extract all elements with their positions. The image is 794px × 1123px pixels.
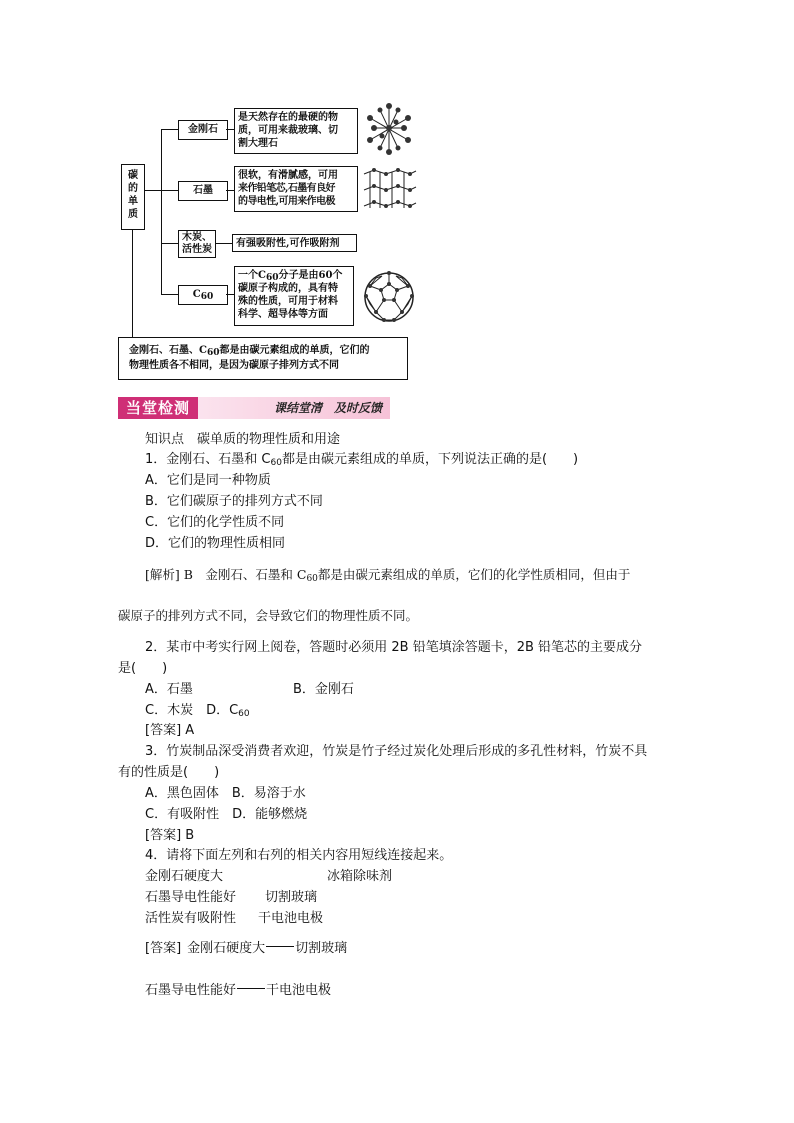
q2-stem-line-1: 2．某市中考实行网上阅卷，答题时必须用 2B 铅笔填涂答题卡，2B 铅笔芯的主要成分 — [145, 640, 643, 655]
section-banner-subtitle: 课结堂清 及时反馈 — [273, 401, 382, 415]
q1-option-c: C．它们的化学性质不同 — [145, 515, 285, 530]
q4-answer-line-2 — [145, 983, 331, 999]
q1-analysis-sub: 60 — [306, 574, 318, 584]
branch-label-sub: 60 — [200, 292, 214, 302]
c60-structure-image — [362, 270, 416, 324]
q4-answer-part: 切割玻璃 — [295, 941, 348, 956]
branch-spine — [161, 129, 162, 294]
connector — [226, 129, 234, 130]
branch-tick — [161, 190, 178, 191]
match-line — [266, 946, 294, 947]
q1-stem-part: 都是由碳元素组成的单质，下列说法正确的是( ) — [281, 452, 579, 467]
q2-option-a: A．石墨 — [145, 682, 193, 697]
summary-line-2: 物理性质各不相同，是因为碳原子排列方式不同 — [129, 360, 339, 371]
branch-label-charcoal — [178, 230, 216, 258]
desc-part: 一个C — [238, 270, 266, 281]
desc-line: 有强吸附性,可作吸附剂 — [236, 238, 340, 249]
desc-line: 的导电性,可用来作电极 — [238, 196, 335, 207]
branch-label-c60 — [178, 285, 228, 305]
branch-label-text: C — [192, 289, 201, 300]
q4-answer-line-1 — [145, 941, 347, 957]
q2-options-cd — [145, 703, 250, 719]
desc-line — [238, 269, 350, 282]
q3-stem-line-2: 有的性质是( ) — [118, 765, 220, 780]
q2-option-sub: 60 — [238, 709, 250, 719]
trunk-line-right — [145, 190, 161, 191]
match-line — [237, 988, 265, 989]
q2-option-part: C．木炭 D．C — [145, 703, 239, 718]
desc-line: 是天然存在的最硬的物 — [238, 112, 338, 123]
root-box — [121, 164, 145, 230]
branch-desc-charcoal — [232, 234, 357, 252]
root-label: 碳的单质 — [128, 170, 138, 220]
branch-label-text: 石墨 — [193, 185, 213, 196]
desc-sub: 60 — [265, 273, 279, 283]
summary-part: 金刚石、石墨、C — [129, 345, 207, 356]
summary-sub: 60 — [206, 348, 220, 358]
branch-label-diamond — [178, 120, 228, 140]
desc-line: 来作铅笔芯,石墨有良好 — [238, 183, 335, 194]
q2-stem-line-2: 是( ) — [118, 661, 168, 676]
branch-tick — [161, 243, 178, 244]
q1-analysis-line-1 — [145, 567, 630, 583]
q4-right-1: 冰箱除味剂 — [327, 869, 393, 884]
q2-answer: [答案] A — [145, 723, 195, 738]
q1-analysis-line-2: 碳原子的排列方式不同，会导致它们的物理性质不同。 — [118, 608, 419, 623]
q3-stem-line-1: 3．竹炭制品深受消费者欢迎，竹炭是竹子经过炭化处理后形成的多孔性材料，竹炭不具 — [145, 744, 648, 759]
branch-desc-diamond — [234, 108, 358, 154]
q4-stem: 4．请将下面左列和右列的相关内容用短线连接起来。 — [145, 848, 453, 863]
q4-answer-part: 干电池电极 — [266, 983, 332, 998]
branch-label-text: 木炭、 — [182, 232, 212, 243]
q4-answer-label: [答案] — [145, 941, 182, 956]
q1-stem — [145, 452, 578, 468]
branch-tick — [161, 294, 178, 295]
branch-desc-c60 — [234, 266, 354, 326]
branch-desc-graphite — [234, 166, 358, 212]
q1-option-a: A．它们是同一种物质 — [145, 473, 271, 488]
q4-left-2: 石墨导电性能好 — [145, 890, 237, 905]
q4-answer-part: 石墨导电性能好 — [145, 983, 237, 998]
trunk-line-down — [132, 230, 133, 337]
q4-right-2: 切割玻璃 — [265, 890, 318, 905]
q4-answer-part: 金刚石硬度大 — [187, 941, 266, 956]
q4-right-3: 干电池电极 — [258, 911, 324, 926]
q3-options-ab: A．黑色固体 B．易溶于水 — [145, 786, 306, 801]
branch-label-text: 活性炭 — [182, 244, 212, 255]
connector — [216, 243, 232, 244]
branch-tick — [161, 129, 178, 130]
section-banner-title: 当堂检测 — [118, 397, 198, 419]
q2-option-b: B．金刚石 — [293, 682, 354, 697]
desc-part: 分子是由60个 — [278, 270, 343, 281]
q1-analysis-part: 都是由碳元素组成的单质，它们的化学性质相同，但由于 — [317, 567, 631, 582]
knowledge-point: 知识点 碳单质的物理性质和用途 — [145, 432, 341, 447]
q1-stem-part: 1．金刚石、石墨和 C — [145, 452, 271, 467]
summary-part: 都是由碳元素组成的单质，它们的 — [219, 345, 370, 356]
summary-box — [118, 337, 408, 380]
diamond-structure-image — [360, 100, 418, 158]
q3-answer: [答案] B — [145, 828, 195, 843]
desc-line: 殊的性质，可用于材料 — [238, 296, 338, 307]
graphite-structure-image — [362, 168, 418, 216]
q4-left-1: 金刚石硬度大 — [145, 869, 224, 884]
summary-line-1 — [129, 343, 397, 358]
q1-analysis-part: [解析] B 金刚石、石墨和 C — [145, 567, 307, 582]
branch-label-text: 金刚石 — [188, 124, 218, 135]
desc-line: 碳原子构成的，具有特 — [238, 283, 338, 294]
q3-options-cd: C．有吸附性 D．能够燃烧 — [145, 807, 308, 822]
desc-line: 很软，有滑腻感，可用 — [238, 170, 338, 181]
connector — [226, 294, 234, 295]
q1-stem-sub: 60 — [270, 458, 282, 468]
q4-left-3: 活性炭有吸附性 — [145, 911, 237, 926]
desc-line: 质，可用来裁玻璃、切 — [238, 125, 338, 136]
q1-option-d: D．它们的物理性质相同 — [145, 536, 286, 551]
connector — [226, 190, 234, 191]
branch-label-graphite — [178, 181, 228, 201]
section-banner-strip — [198, 397, 390, 419]
q1-option-b: B．它们碳原子的排列方式不同 — [145, 494, 323, 509]
desc-line: 科学、超导体等方面 — [238, 309, 328, 320]
desc-line: 割大理石 — [238, 138, 278, 149]
